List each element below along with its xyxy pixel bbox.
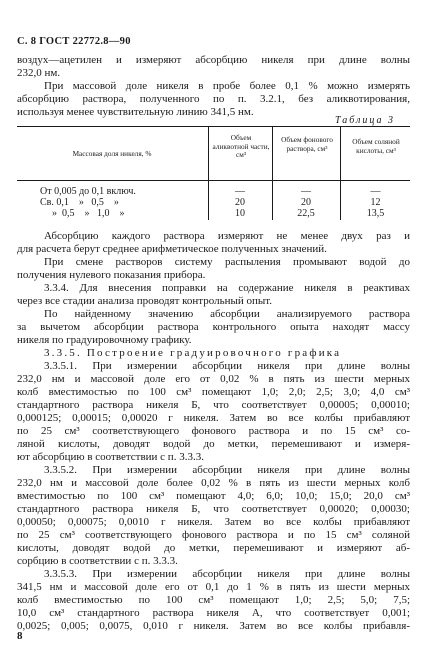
- table-cell: —: [235, 186, 245, 197]
- text-line: Абсорбцию каждого раствора измеряют не менее двух раз и: [44, 230, 410, 242]
- text-line: колб вместимостью по 100 см³ помещают 1,0; 2,0; 2,5; 3,0; 4,0 см³: [17, 386, 410, 398]
- text-line: 341,5 нм и массовой доле его от 0,1 до 1 % в пять из шести мерных: [17, 581, 410, 593]
- text-line: 232,0 нм и массовой доле более 0,02 % в пять из шести мерных колб: [17, 477, 410, 489]
- text-line: абсорбцию раствора, полученного по п. 3.2.1, без аликвотирования,: [17, 93, 410, 105]
- table-cell: 20: [235, 197, 245, 208]
- table-cell: 22,5: [297, 208, 315, 219]
- page-number: 8: [17, 630, 23, 642]
- table-header-cell: Массовая доля никеля, %: [72, 149, 152, 158]
- text-line: за вычетом абсорбции раствора контрольного опыта находят массу: [17, 321, 410, 333]
- text-line: колб вместимостью по 100 см³ помещают 1,0; 2,5; 5,0; 7,5;: [17, 594, 410, 606]
- text-line: 3.3.4. Для внесения поправки на содержание никеля в реактивах: [44, 282, 410, 294]
- text-line: 232,0 нм.: [17, 67, 61, 79]
- text-line: 232,0 нм и массовой доле его от 0,02 % в пять из шести мерных: [17, 373, 410, 385]
- table-cell: —: [370, 186, 381, 197]
- table-rule-header: [17, 180, 410, 181]
- text-line: через все стадии анализа проводят контрольный опыт.: [17, 295, 273, 307]
- text-line: по 25 см³ соответствующего фонового раствора и по 15 см³ со-: [17, 425, 410, 437]
- text-line: кислоты, доводят водой до метки, перемешивают и измеряют аб-: [17, 542, 410, 554]
- text-line: получения нулевого показания прибора.: [17, 269, 206, 281]
- table-header-cell: Объем фонового раствора, см³: [281, 135, 333, 153]
- text-line: никеля по градуировочному графику.: [17, 334, 192, 346]
- text-line: 3.3.5.3. При измерении абсорбции никеля при длине волны: [44, 568, 410, 580]
- text-line: сорбцию в соответствии с п. 3.3.3.: [17, 555, 178, 567]
- text-line: вместимостью по 100 см³ помещают 4,0; 6,0; 10,0; 15,0; 20,0 см³: [17, 490, 410, 502]
- text-line: стандартного раствора никеля Б, что соответствует 0,00020; 0,00030;: [17, 503, 410, 515]
- text-line: 0,000125; 0,00015; 0,00020 г никеля. Затем во все колбы прибавляют: [17, 412, 410, 424]
- text-line: 3.3.5.2. При измерении абсорбции никеля при длине волны: [44, 464, 410, 476]
- text-line: стандартного раствора никеля Б, что соответствует 0,00005; 0,00010;: [17, 399, 410, 411]
- table-header-cell: Объем соляной кислоты, см³: [352, 137, 400, 155]
- table-cell: 10: [235, 208, 245, 219]
- text-line: по 25 см³ соответствующего фонового раствора и по 15 см³ соляной: [17, 529, 410, 541]
- table-cell-range: От 0,005 до 0,1 включ.: [40, 186, 136, 197]
- section-heading: 3.3.5. Построение градуировочного графика: [44, 347, 342, 359]
- table-cell-range: » 0,5 » 1,0 »: [52, 208, 125, 219]
- text-line: воздух—ацетилен и измеряют абсорбцию никеля при длине волны: [17, 54, 410, 66]
- table-cell-range: Св. 0,1 » 0,5 »: [40, 197, 119, 208]
- text-line: ляной кислоты, доводят водой до метки, перемешивают и измеря-: [17, 438, 410, 450]
- text-line: По найденному значению абсорбции анализируемого раствора: [44, 308, 410, 320]
- text-line: При смене растворов систему распыления промывают водой до: [44, 256, 410, 268]
- text-line: используя менее чувствительную линию 341,5 нм.: [17, 106, 254, 118]
- table-caption: Таблица 3: [335, 115, 395, 126]
- table-cell: 13,5: [366, 208, 385, 219]
- text-line: для расчета берут среднее арифметическое полученных значений.: [17, 243, 327, 255]
- table-rule-top: [17, 126, 410, 127]
- table-header-cell: Объем аликвотной части, см³: [212, 133, 270, 159]
- page-header: С. 8 ГОСТ 22772.8—90: [17, 36, 131, 47]
- text-line: 0,0025; 0,005; 0,0075, 0,010 г никеля. Затем во все колбы прибавля-: [17, 620, 410, 632]
- text-line: 0,00050; 0,00075; 0,0010 г никеля. Затем во все колбы прибавляют: [17, 516, 410, 528]
- text-line: 10,0 см³ стандартного раствора никеля А, что соответствует 0,001;: [17, 607, 410, 619]
- text-line: 3.3.5.1. При измерении абсорбции никеля при длине волны: [44, 360, 410, 372]
- text-line: При массовой доле никеля в пробе более 0,1 % можно измерять: [44, 80, 410, 92]
- text-line: ют абсорбцию в соответствии с п. 3.3.3.: [17, 451, 204, 463]
- table-cell: 20: [301, 197, 311, 208]
- table-cell: 12: [370, 197, 381, 208]
- table-cell: —: [301, 186, 311, 197]
